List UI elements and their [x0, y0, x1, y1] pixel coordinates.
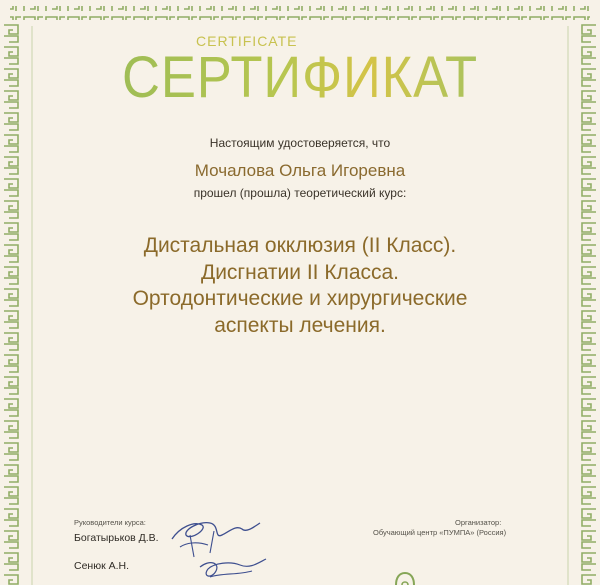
- course-title-line: аспекты лечения.: [214, 313, 386, 337]
- handwritten-signatures: [150, 505, 290, 585]
- course-leader-name: Богатырьков Д.В.: [74, 532, 159, 544]
- course-title-line: Ортодонтические и хирургические: [132, 287, 468, 310]
- course-title-line: Дисгнатии II Класса.: [200, 260, 400, 284]
- recipient-name: Мочалова Ольга Игоревна: [194, 161, 406, 180]
- course-title-line: Дистальная окклюзия (II Класс).: [143, 234, 457, 257]
- tooth-logo-icon: [393, 570, 417, 585]
- course-title: [0, 233, 600, 339]
- course-leader-name: Сенюк А.Н.: [74, 560, 130, 572]
- course-leaders-label: Руководители курса:: [74, 518, 146, 527]
- heading-main: СЕРТИФИКАТ: [122, 45, 478, 110]
- heading-small: CERTIFICATE: [196, 33, 298, 49]
- certificate-header: [0, 22, 600, 117]
- organizer-name: Обучающий центр «ПУМПА» (Россия): [373, 528, 507, 537]
- course-intro-text: прошел (прошла) теоретический курс:: [193, 186, 407, 200]
- intro-text: Настоящим удостоверяется, что: [209, 136, 391, 150]
- organizer-label: Организатор:: [455, 518, 502, 527]
